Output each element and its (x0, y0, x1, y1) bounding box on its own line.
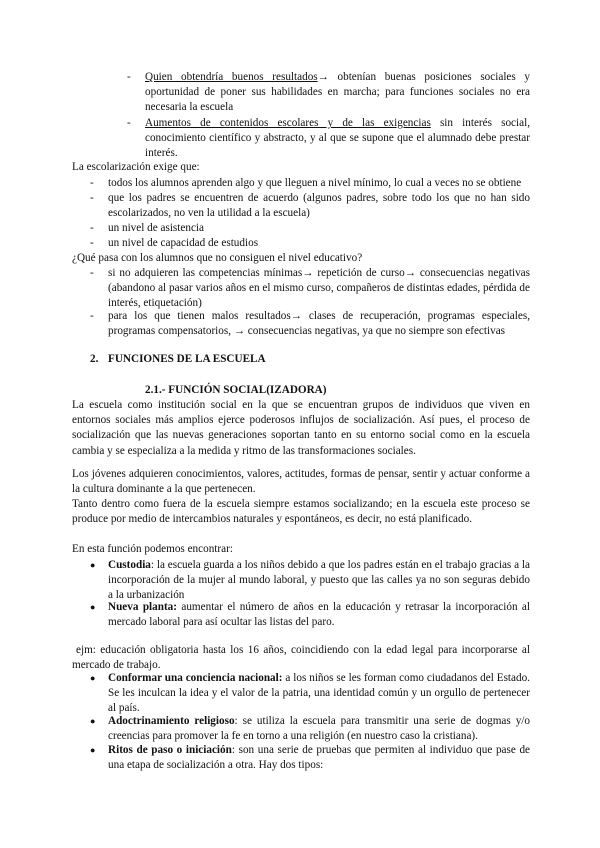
paragraph: En esta función podemos encontrar: (72, 543, 233, 555)
paragraph: Tanto dentro como fuera de la escuela siempre estamos socializando; en la escuela este proceso se produce por medio de intercambios naturales y espontáneos, es decir, no está planificado. (72, 498, 530, 526)
list-item: si no adquieren las competencias mínimas→ repetición de curso→ consecuencias negativas (abandono al pasar varios años en el mismo curso, compañeros de distintas edades, pérdida de interés, etiquetación) (108, 267, 530, 310)
list-dash: - (127, 117, 131, 129)
list-item: todos los alumnos aprenden algo y que lleguen a nivel mínimo, lo cual a veces no se obtiene (108, 177, 522, 189)
term: Conformar una conciencia nacional: (108, 672, 283, 684)
section-number: 2. (90, 353, 99, 365)
list-item-ritos: Ritos de paso o iniciación: son una serie de pruebas que permiten al individuo que pase de una etapa de socialización a otra. Hay dos tipos: (108, 744, 530, 772)
bullet: ● (90, 560, 96, 570)
paragraph: La escuela como institución social en la que se encuentran grupos de individuos que viven en entornos sociales más amplios ejerce poderosos influjos de socialización. Así pues, el proceso de socialización que las nuevas generaciones soportan tanto en su entorno social como en la escuela cambia y se especializa a la medida y ritmo de las transformaciones sociales. (72, 399, 530, 457)
section-title: FUNCIONES DE LA ESCUELA (108, 353, 266, 365)
bullet: ● (90, 745, 96, 755)
list-dash: - (127, 71, 131, 83)
example: ejm: educación obligatoria hasta los 16 años, coincidiendo con la edad legal para incorporarse al mercado de trabajo. (72, 644, 530, 672)
list-item-resultados: Quien obtendría buenos resultados→ obtenían buenas posiciones sociales y oportunidad de poner sus habilidades en marcha; para funciones sociales no era necesaria la escuela (145, 71, 531, 114)
list-item-nueva-planta: Nueva planta: aumentar el número de años en la educación y retrasar la incorporación al mercado laboral para así ocultar las listas del paro. (108, 601, 530, 629)
bullet: ● (90, 716, 96, 726)
list-item: un nivel de capacidad de estudios (108, 237, 259, 249)
list-item: para los que tienen malos resultados→ clases de recuperación, programas especiales, programas compensatorios, → consecuencias negativas, ya que no siempre son efectivas (108, 310, 530, 338)
question-text: ¿Qué pasa con los alumnos que no consiguen el nivel educativo? (72, 252, 363, 264)
underlined-term: Quien obtendría buenos resultados (145, 71, 318, 83)
bullet: ● (90, 602, 96, 612)
list-item-adoctrinamiento: Adoctrinamiento religioso: se utiliza la escuela para transmitir una serie de dogmas y/o creencias para promover la fe en torno a una religión (en nuestro caso la cristiana). (108, 715, 530, 743)
paragraph: Los jóvenes adquieren conocimientos, valores, actitudes, formas de pensar, sentir y actuar conforme a la cultura dominante a la que pertenecen. (72, 468, 530, 496)
underlined-term: Aumentos de contenidos escolares y de las exigencias (145, 117, 431, 129)
term: Custodia (108, 559, 151, 571)
bullet: ● (90, 673, 96, 683)
escolarizacion-intro: La escolarización exige que: (72, 161, 200, 173)
document-page: - Quien obtendría buenos resultados→ obtenían buenas posiciones sociales y oportunidad de poner sus habilidades en marcha; para funciones sociales no era necesaria la escuela - Aumentos de contenidos escolares y de las exigencias sin interés social, conocimiento científico y abstracto, y al que se supone que el alumnado debe prestar interés. La escolarización exige que: - todos los alumnos aprenden algo y que lleguen a nivel mínimo, lo cual a veces no se obtiene - que los padres se encuentren de acuerdo (algunos padres, sobre todo los que no han sido escolarizados, no ven la utilidad a la escuela) - un nivel de asistencia - un nivel de capacidad de estudios ¿Qué pasa con los alumnos que no consiguen el nivel educativo? - si no adquieren las competencias mínimas→ repetición de curso→ consecuencias negativas (abandono al pasar varios años en el mismo curso, compañeros de distintas edades, pérdida de interés, etiquetación) - para los que tienen malos resultados→ clases de recuperación, programas especiales, programas compensatorios, → consecuencias negativas, ya que no siempre son efectivas 2. FUNCIONES DE LA ESCUELA 2.1.- FUNCIÓN SOCIAL(IZADORA) La escuela como institución social en la que se encuentran grupos de individuos que viven en entornos sociales más amplios ejerce poderosos influjos de socialización. Así pues, el proceso de socialización que las nuevas generaciones soportan tanto en su entorno social como en la escuela cambia y se especializa a la medida y ritmo de las transformaciones sociales. Los jóvenes adquieren conocimientos, valores, actitudes, formas de pensar, sentir y actuar conforme a la cultura dominante a la que pertenecen. Tanto dentro como fuera de la escuela siempre estamos socializando; en la escuela este proceso se produce por medio de intercambios naturales y espontáneos, es decir, no está planificado. En esta función podemos encontrar: ● Custodia: la escuela guarda a los niños debido a que los padres están en el trabajo gracias a la incorporación de la mujer al mundo laboral, y puesto que las calles ya no son seguras debido a la urbanización ● Nueva planta: aumentar el número de años en la educación y retrasar la incorporación al mercado laboral para así ocultar las listas del paro. ejm: educación obligatoria hasta los 16 años, coincidiendo con la edad legal para incorporarse al mercado de trabajo. ● Conformar una conciencia nacional: a los niños se les forman como ciudadanos del Estado. Se les inculcan la idea y el valor de la patria, una identidad común y un orgullo de pertenecer al país. ● Adoctrinamiento religioso: se utiliza la escuela para transmitir una serie de dogmas y/o creencias para promover la fe en torno a una religión (en nuestro caso la cristiana). ● Ritos de paso o iniciación: son una serie de pruebas que permiten al individuo que pase de una etapa de socialización a otra. Hay dos tipos: (0, 0, 600, 848)
subsection-title: 2.1.- FUNCIÓN SOCIAL(IZADORA) (145, 384, 327, 396)
list-item: un nivel de asistencia (108, 222, 204, 234)
term: Nueva planta: (108, 601, 178, 613)
term: Ritos de paso o iniciación (108, 744, 232, 756)
list-item: que los padres se encuentren de acuerdo (algunos padres, sobre todo los que no han sido escolarizados, no ven la utilidad a la escuela) (108, 192, 530, 220)
list-item-custodia: Custodia: la escuela guarda a los niños debido a que los padres están en el trabajo gracias a la incorporación de la mujer al mundo laboral, y puesto que las calles ya no son seguras debido a la urbanización (108, 559, 530, 602)
term: Adoctrinamiento religioso (108, 715, 235, 727)
list-item-conciencia-nacional: Conformar una conciencia nacional: a los niños se les forman como ciudadanos del Estado. Se les inculcan la idea y el valor de la patria, una identidad común y un orgullo de pertenecer al país. (108, 672, 530, 715)
list-item-aumentos: Aumentos de contenidos escolares y de las exigencias sin interés social, conocimiento científico y abstracto, y al que se supone que el alumnado debe prestar interés. (145, 117, 530, 160)
